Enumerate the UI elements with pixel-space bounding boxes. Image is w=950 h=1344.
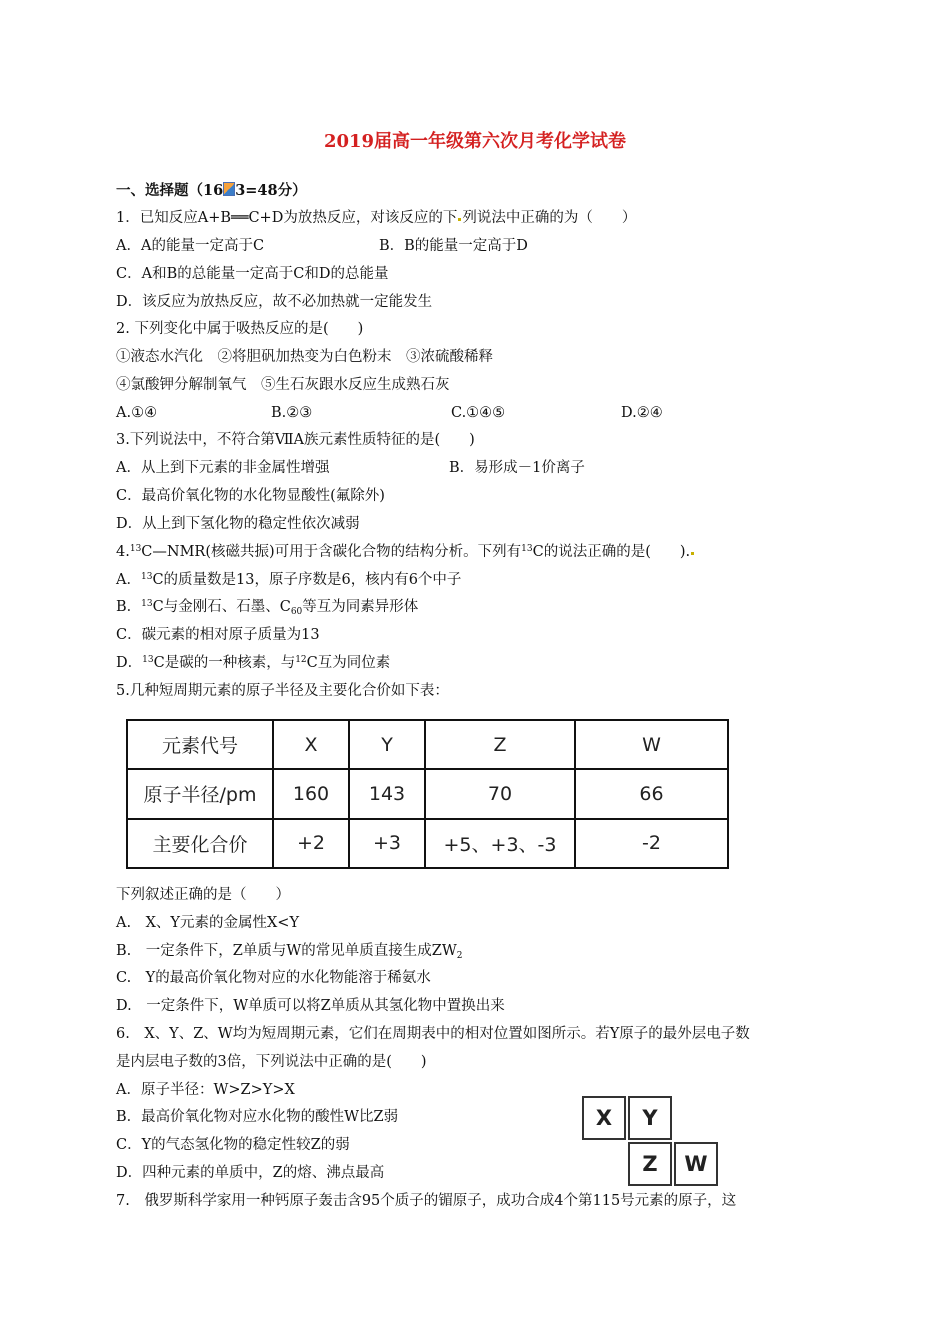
q4-option-a: A．$^{13}$C的质量数是13，原子序数是6，核内有6个中子 [116, 572, 462, 588]
table-cell: 66 [575, 769, 728, 818]
pt-cell-w: W [674, 1142, 718, 1186]
q5-option-c: C. Y的最高价氧化物对应的水化物能溶于稀氨水 [116, 970, 431, 986]
q1-option-a: A．A的能量一定高于C [116, 238, 265, 254]
table-row [127, 720, 728, 769]
q2-option-c: C.①④⑤ [451, 405, 506, 421]
table-cell: -2 [575, 819, 728, 868]
dot-mark-icon [691, 552, 694, 555]
table-cell: +3 [349, 819, 425, 868]
table-cell: 160 [273, 769, 349, 818]
q4-stem: 4.13C—NMR(核磁共振)可用于含碳化合物的结构分析。下列有$^{13}$C的说法正确的是( ). [116, 542, 695, 562]
inline-image-icon [223, 182, 235, 196]
table-row [127, 819, 728, 868]
table-row-label: 原子半径/pm [127, 769, 273, 818]
q6-option-d: D．四种元素的单质中，Z的熔、沸点最高 [116, 1165, 385, 1181]
table-row-label: 主要化合价 [127, 819, 273, 868]
q3-option-a: A．从上到下元素的非金属性增强 [116, 460, 330, 476]
table-cell: 143 [349, 769, 425, 818]
dot-mark-icon [458, 218, 461, 221]
q6-stem-2: 是内层电子数的3倍，下列说法中正确的是( ) [116, 1054, 427, 1070]
table-header-cell: Y [349, 720, 425, 769]
q7-stem: 7. 俄罗斯科学家用一种钙原子轰击含95个质子的镅原子，成功合成4个第115号元素的原子，这 [116, 1193, 737, 1209]
pt-cell-x: X [582, 1096, 626, 1140]
q2-option-b: B.②③ [271, 405, 313, 421]
q6-option-a: A．原子半径：W>Z>Y>X [116, 1082, 295, 1098]
table-header-cell: W [575, 720, 728, 769]
q2-list-2: ④氯酸钾分解制氧气 ⑤生石灰跟水反应生成熟石灰 [116, 377, 450, 393]
q5-stem: 5.几种短周期元素的原子半径及主要化合价如下表： [116, 683, 449, 699]
q1-option-c: C．A和B的总能量一定高于C和D的总能量 [116, 266, 389, 282]
table-header-cell: Z [425, 720, 575, 769]
q6-option-b: B．最高价氧化物对应水化物的酸性W比Z弱 [116, 1109, 399, 1125]
element-table [126, 719, 729, 869]
table-cell: +5、+3、-3 [425, 819, 575, 868]
q2-list-1: ①液态水汽化 ②将胆矾加热变为白色粉末 ③浓硫酸稀释 [116, 349, 493, 365]
q5-option-a: A. X、Y元素的金属性X<Y [116, 915, 300, 931]
q2-option-d: D.②④ [621, 405, 663, 421]
table-cell: +2 [273, 819, 349, 868]
q5-option-b: B. 一定条件下，Z单质与W的常见单质直接生成$ZW_2$ [116, 943, 463, 961]
q3-stem: 3.下列说法中，不符合第ⅦA族元素性质特征的是( ) [116, 432, 475, 448]
q3-option-c: C．最高价氧化物的水化物显酸性(氟除外) [116, 488, 385, 504]
table-cell: 70 [425, 769, 575, 818]
pt-cell-z: Z [628, 1142, 672, 1186]
q6-stem-1: 6. X、Y、Z、W均为短周期元素，它们在周期表中的相对位置如图所示。若Y原子的最外层电子数 [116, 1026, 750, 1042]
pt-cell-y: Y [628, 1096, 672, 1140]
q4-option-d: D．$^{13}$C是碳的一种核素，与$^{12}$C互为同位素 [116, 655, 391, 671]
q3-option-d: D．从上到下氢化物的稳定性依次减弱 [116, 516, 360, 532]
q1-stem: 1．已知反应A+B══C+D为放热反应，对该反应的下 列说法中正确的为（ ） [116, 210, 637, 226]
q5-after: 下列叙述正确的是（ ） [116, 887, 290, 903]
q2-stem: 2. 下列变化中属于吸热反应的是( ) [116, 321, 364, 337]
q5-option-d: D. 一定条件下，W单质可以将Z单质从其氢化物中置换出来 [116, 998, 505, 1014]
q2-option-a: A.①④ [116, 405, 158, 421]
q4-option-b: B．$^{13}$C与金刚石、石墨、$C_{60}$等互为同素异形体 [116, 599, 419, 617]
table-header-cell: X [273, 720, 349, 769]
q1-option-d: D．该反应为放热反应，故不必加热就一定能发生 [116, 294, 433, 310]
q3-option-b: B．易形成－1价离子 [449, 460, 585, 476]
q6-option-c: C．Y的气态氢化物的稳定性较Z的弱 [116, 1137, 350, 1153]
periodic-table-fragment [582, 1096, 722, 1187]
table-row [127, 769, 728, 818]
section-heading: 一、选择题（16 3=48分） [116, 182, 307, 199]
q1-option-b: B．B的能量一定高于D [379, 238, 528, 254]
table-header-cell: 元素代号 [127, 720, 273, 769]
page-title: 2019届高一年级第六次月考化学试卷 [323, 131, 627, 152]
q4-option-c: C．碳元素的相对原子质量为13 [116, 627, 320, 643]
